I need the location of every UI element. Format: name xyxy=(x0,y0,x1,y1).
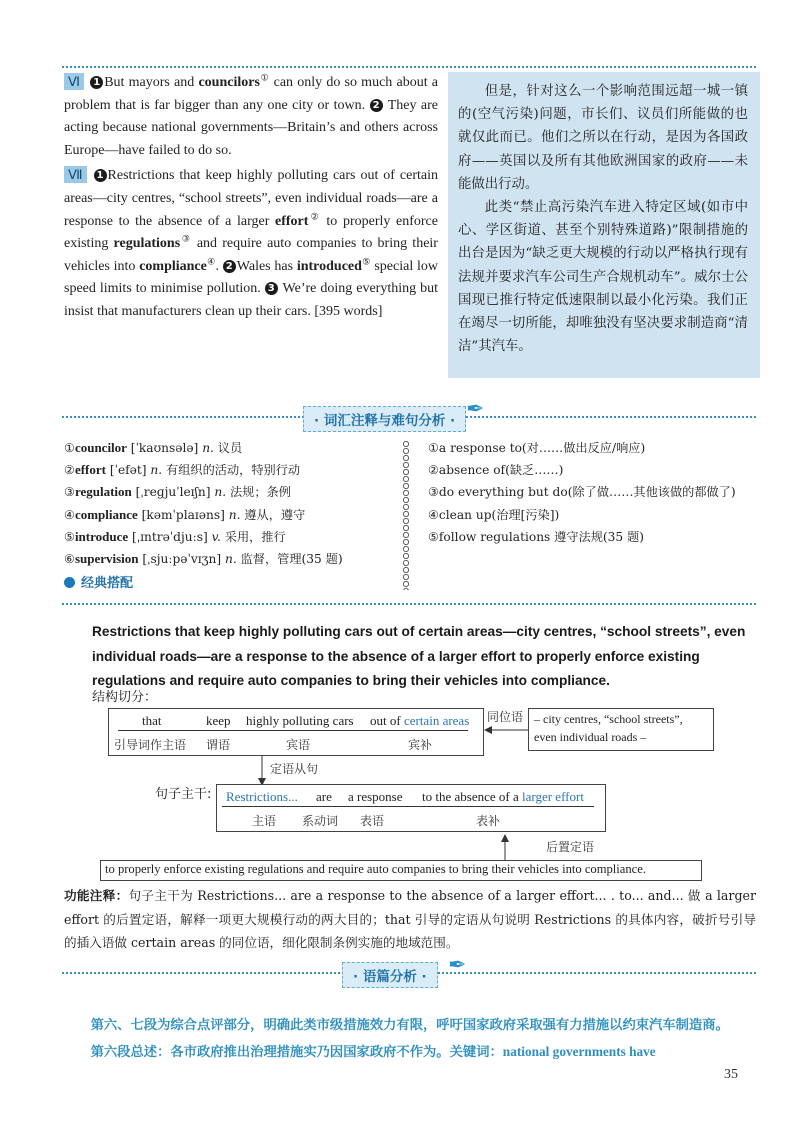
vocab-item: ③regulation [ˌreɡjuˈleɪʃn] n. 法规；条例 xyxy=(64,484,291,500)
text: can only do so much about a problem that is far bigger than any one city or town. xyxy=(64,75,439,113)
role-label: 谓语 xyxy=(206,738,231,752)
vocab-item: ①councilor [ˈkaʊnsələ] n. 议员 xyxy=(64,440,243,455)
text: But mayors and xyxy=(104,75,199,90)
sentence-number: 2 xyxy=(223,260,236,273)
text: and require auto companies to bring their vehicles into xyxy=(64,236,438,274)
role-label: 引导词作主语 xyxy=(114,738,187,752)
text: . xyxy=(215,258,223,274)
appositive-label: 同位语 xyxy=(487,710,524,724)
appositive-line: even individual roads – xyxy=(534,730,647,744)
vocab-item: ⑥supervision [ˌsjuːpəˈvɪʒn] n. 监督，管理(35 题) xyxy=(64,551,343,567)
phrase-item: ③do everything but do(除了做……其他该做的都做了) xyxy=(428,485,736,500)
keyword: introduced xyxy=(296,258,362,274)
attributive-clause-label: 定语从句 xyxy=(270,762,319,776)
keyword: compliance xyxy=(139,258,207,274)
keyword: regulations xyxy=(113,236,181,252)
paragraph-number: Ⅵ xyxy=(64,73,84,90)
word: highly polluting cars xyxy=(246,713,354,728)
text: Restrictions that keep highly polluting cars out of certain areas—city centres, “school streets”, even individual roads—are a response to the absence of a larger xyxy=(64,168,438,229)
phrase-item: ②absence of(缺乏……) xyxy=(428,463,564,478)
text: They are acting because national governments—Britain’s and others across Europe—have failed to do so. xyxy=(64,97,438,158)
word: out of certain areas xyxy=(370,713,470,728)
role-label: 主语 xyxy=(252,814,277,828)
sentence-number: 2 xyxy=(370,99,383,112)
section-title-vocab: · 词汇注释与难句分析 · xyxy=(303,406,466,432)
word: Restrictions... xyxy=(226,789,298,804)
pen-icon: ✒ xyxy=(466,397,485,422)
post-attribute-text: to properly enforce existing regulations and require auto companies to bring their vehicles into compliance. xyxy=(105,862,647,876)
paragraph-number: Ⅶ xyxy=(64,166,87,183)
footnote-mark: ⑤ xyxy=(361,256,371,267)
vocab-item: ④compliance [kəmˈplaɪəns] n. 遵从，遵守 xyxy=(64,506,306,522)
phrase-item: ①a response to(对……做出反应/响应) xyxy=(428,441,646,455)
analysis-paragraph: 第六段总述：各市政府推出治理措施实乃因国家政府不作为。关键词：national governments have xyxy=(90,1044,656,1060)
post-attribute-label: 后置定语 xyxy=(546,840,595,854)
phrase-item: ⑤follow regulations 遵守法规(35 题) xyxy=(428,529,645,544)
sentence-number: 1 xyxy=(90,76,103,89)
main-trunk-label: 句子主干: xyxy=(155,787,212,802)
vocab-item: ⑤introduce [ˌɪntrəˈdjuːs] v. 采用，推行 xyxy=(64,528,286,544)
sentence-number: 1 xyxy=(94,169,107,182)
text: to properly enforce existing xyxy=(64,213,438,252)
footnote-mark: ③ xyxy=(180,233,192,244)
footnote-mark: ② xyxy=(308,210,321,221)
classic-collocation-heading: 经典搭配 xyxy=(64,572,133,591)
section-title-discourse: · 语篇分析 · xyxy=(342,962,438,988)
role-label: 表语 xyxy=(360,814,385,828)
analyzed-sentence: Restrictions that keep highly polluting cars out of certain areas—city centres, “school streets”, even individual roads—are a response to the absence of a larger effort to properly enforce existing regulations and require auto companies to bring their vehicles into compliance. xyxy=(92,624,746,688)
translation-paragraph-6: 但是，针对这么一个影响范围远超一城一镇的(空气污染)问题，市长们、议员们所能做的也就仅此而已。他们之所以在行动，是因为各国政府——英国以及所有其他欧洲国家的政府——未能做出行动。 xyxy=(458,84,748,192)
page-number: 35 xyxy=(724,1067,738,1082)
text: We’re doing everything but insist that manufacturers clean up their cars. [395 words] xyxy=(64,281,438,319)
analysis-paragraph: 第六、七段为综合点评部分，明确此类市级措施效力有限，呼吁国家政府采取强有力措施以约束汽车制造商。 xyxy=(90,1018,729,1033)
word: that xyxy=(142,713,162,728)
word: are xyxy=(316,789,332,804)
word: a response xyxy=(348,789,403,804)
word: keep xyxy=(206,713,231,728)
appositive-line: – city centres, “school streets”, xyxy=(534,712,683,726)
footnote-mark: ④ xyxy=(206,256,216,267)
notes-text: 句子主干为 Restrictions... are a response to the absence of a larger effort... . to... and... 做 a larger effort 的后置定语，解释一项更大规模行动的两大目的；that 引导的定语从句说明 Restrictions 的具体内容，破折号引导的插入语做 certain areas 的同位语，细化限制条例实施的地域范围。 xyxy=(64,888,756,950)
role-label: 宾语 xyxy=(286,738,311,752)
sentence-number: 3 xyxy=(265,282,278,295)
vocab-item: ②effort [ˈefət] n. 有组织的活动，特别行动 xyxy=(64,462,301,478)
translation-paragraph-7: 此类“禁止高污染汽车进入特定区域(如市中心、学区街道、甚至个别特殊道路)”限制措施的出台是因为“缺乏更大规模的行动以严格执行现有法规并要求汽车公司生产合规机动车”。威尔士公国现已推行特定低速限制以最小化污染。我们正在竭尽一切所能，却唯独没有坚决要求制造商“清洁”其汽车。 xyxy=(458,200,748,355)
role-label: 系动词 xyxy=(302,814,339,828)
footnote-mark: ① xyxy=(259,72,270,83)
word: to the absence of a larger effort xyxy=(422,789,584,804)
structure-label: 结构切分： xyxy=(92,690,158,705)
keyword: effort xyxy=(275,213,309,229)
phrase-item: ④clean up(治理[污染]) xyxy=(428,507,560,522)
function-notes xyxy=(64,884,756,955)
discourse-analysis xyxy=(64,1015,756,1068)
pen-icon: ✒ xyxy=(448,953,467,978)
keyword: councilors xyxy=(198,75,260,90)
role-label: 表补 xyxy=(476,814,501,828)
notes-label: 功能注释： xyxy=(64,888,129,903)
text: special low speed limits to minimise pollution. xyxy=(64,258,438,297)
role-label: 宾补 xyxy=(408,738,433,752)
text: Wales has xyxy=(236,258,297,274)
